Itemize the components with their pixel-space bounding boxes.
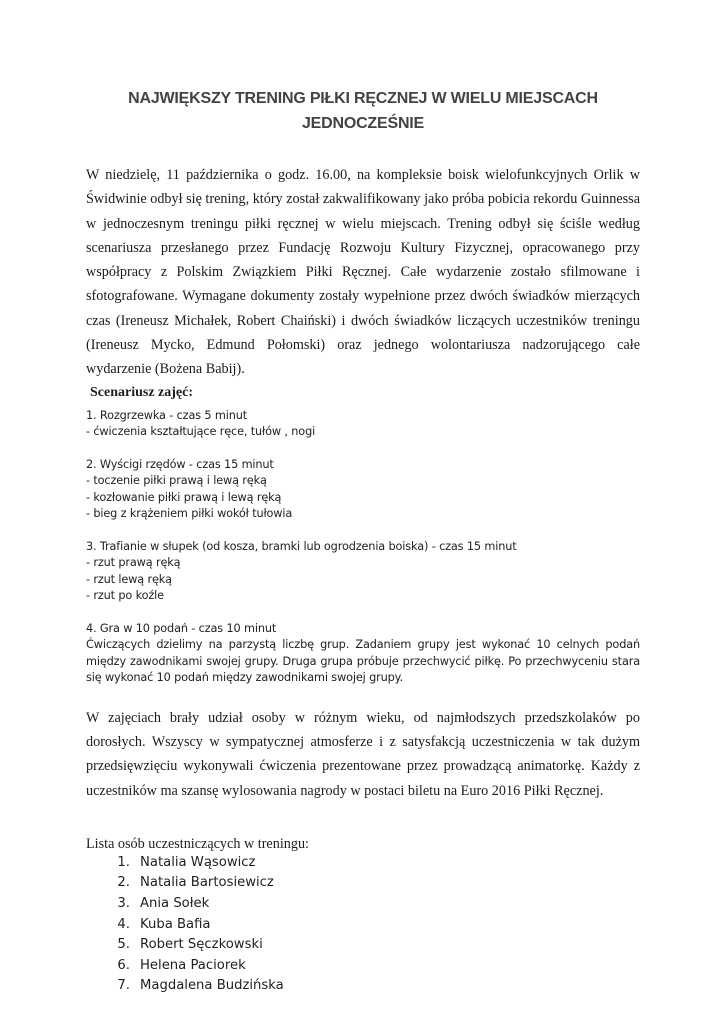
list-number: 4. bbox=[117, 916, 130, 932]
participant-name: Natalia Bartosiewicz bbox=[140, 875, 274, 891]
participants-heading: Lista osób uczestniczących w treningu: bbox=[86, 835, 309, 852]
scenario-line: - kozłowanie piłki prawą i lewą ręką bbox=[86, 490, 282, 504]
participant-name: Natalia Wąsowicz bbox=[140, 854, 256, 870]
list-number: 2. bbox=[117, 875, 130, 891]
list-item bbox=[86, 853, 640, 874]
scenario-step-title: 4. Gra w 10 podań - czas 10 minut bbox=[86, 621, 277, 635]
intro-paragraph: W niedzielę, 11 października o godz. 16.00, na kompleksie boisk wielofunkcyjnych Orlik w Świdwinie odbył się trening, który został zakwalifikowany jako próba pobicia rekordu Guinnessa w jednoczesnym treningu piłki ręcznej w wielu miejscach. Trening odbył się ściśle według scenariusza przesłanego przez Fundację Rozwoju Kultury Fizycznej, opracowanego przy współpracy z Polskim Związkiem Piłki Ręcznej. Całe wydarzenie zostało sfilmowane i sfotografowane. Wymagane dokumenty zostały wypełnione przez dwóch świadków mierzących czas (Ireneusz Michałek, Robert Chaiński) i dwóch świadków liczących uczestników treningu (Ireneusz Mycko, Edmund Połomski) oraz jednego wolontariusza nadzorującego całe wydarzenie (Bożena Babij). bbox=[86, 167, 640, 378]
participant-name: Magdalena Budzińska bbox=[140, 978, 284, 994]
scenario-step-4 bbox=[86, 621, 640, 687]
participants-list bbox=[86, 853, 640, 997]
participant-name: Helena Paciorek bbox=[140, 957, 246, 973]
list-item bbox=[86, 873, 640, 894]
scenario-line: - ćwiczenia kształtujące ręce, tułów , nogi bbox=[86, 425, 316, 439]
outro-paragraph: W zajęciach brały udział osoby w różnym wieku, od najmłodszych przedszkolaków po dorosłych. Wszyscy w sympatycznej atmosferze i z satysfakcją uczestniczenia w tak dużym przedsięwzięciu wykonywali ćwiczenia prezentowane przez prowadzącą animatorkę. Każdy z uczestników ma szansę wylosowania nagrody w postaci biletu na Euro 2016 Piłki Ręcznej. bbox=[86, 709, 640, 799]
list-item bbox=[86, 976, 640, 997]
list-number: 1. bbox=[117, 854, 130, 870]
list-number: 5. bbox=[117, 937, 130, 953]
scenario-step-2 bbox=[86, 457, 640, 523]
scenario-step-3 bbox=[86, 539, 640, 605]
participant-name: Robert Sęczkowski bbox=[140, 937, 263, 953]
document-title: NAJWIĘKSZY TRENING PIŁKI RĘCZNEJ W WIELU MIEJSCACH JEDNOCZEŚNIE bbox=[128, 90, 598, 132]
scenario-line: 3. Trafianie w słupek (od kosza, bramki lub ogrodzenia boiska) - czas 15 minut bbox=[86, 539, 517, 553]
scenario-line: - bieg z krążeniem piłki wokół tułowia bbox=[86, 507, 293, 521]
participant-name: Ania Sołek bbox=[140, 896, 210, 912]
list-number: 6. bbox=[117, 957, 130, 973]
scenario-line: - rzut lewą ręką bbox=[86, 572, 172, 586]
list-item bbox=[86, 935, 640, 956]
scenario-step-text: Ćwiczących dzielimy na parzystą liczbę grup. Zadaniem grupy jest wykonać 10 celnych podań między zawodnikami swojej grupy. Druga grupa próbuje przechwycić piłkę. Po przechwyceniu stara się wykonać 10 podań między zawodnikami swojej grupy. bbox=[86, 638, 640, 685]
scenario-step-1 bbox=[86, 408, 640, 441]
list-item bbox=[86, 915, 640, 936]
list-number: 3. bbox=[117, 896, 130, 912]
scenario-line: 2. Wyścigi rzędów - czas 15 minut bbox=[86, 457, 274, 471]
list-item bbox=[86, 894, 640, 915]
scenario-line: - rzut prawą ręką bbox=[86, 556, 181, 570]
scenario-line: - toczenie piłki prawą i lewą ręką bbox=[86, 474, 267, 488]
scenario-line: - rzut po koźle bbox=[86, 589, 164, 603]
scenario-line: 1. Rozgrzewka - czas 5 minut bbox=[86, 408, 248, 422]
scenario-heading: Scenariusz zajęć: bbox=[90, 384, 194, 400]
list-item bbox=[86, 956, 640, 977]
participant-name: Kuba Bafia bbox=[140, 916, 211, 932]
list-number: 7. bbox=[117, 978, 130, 994]
